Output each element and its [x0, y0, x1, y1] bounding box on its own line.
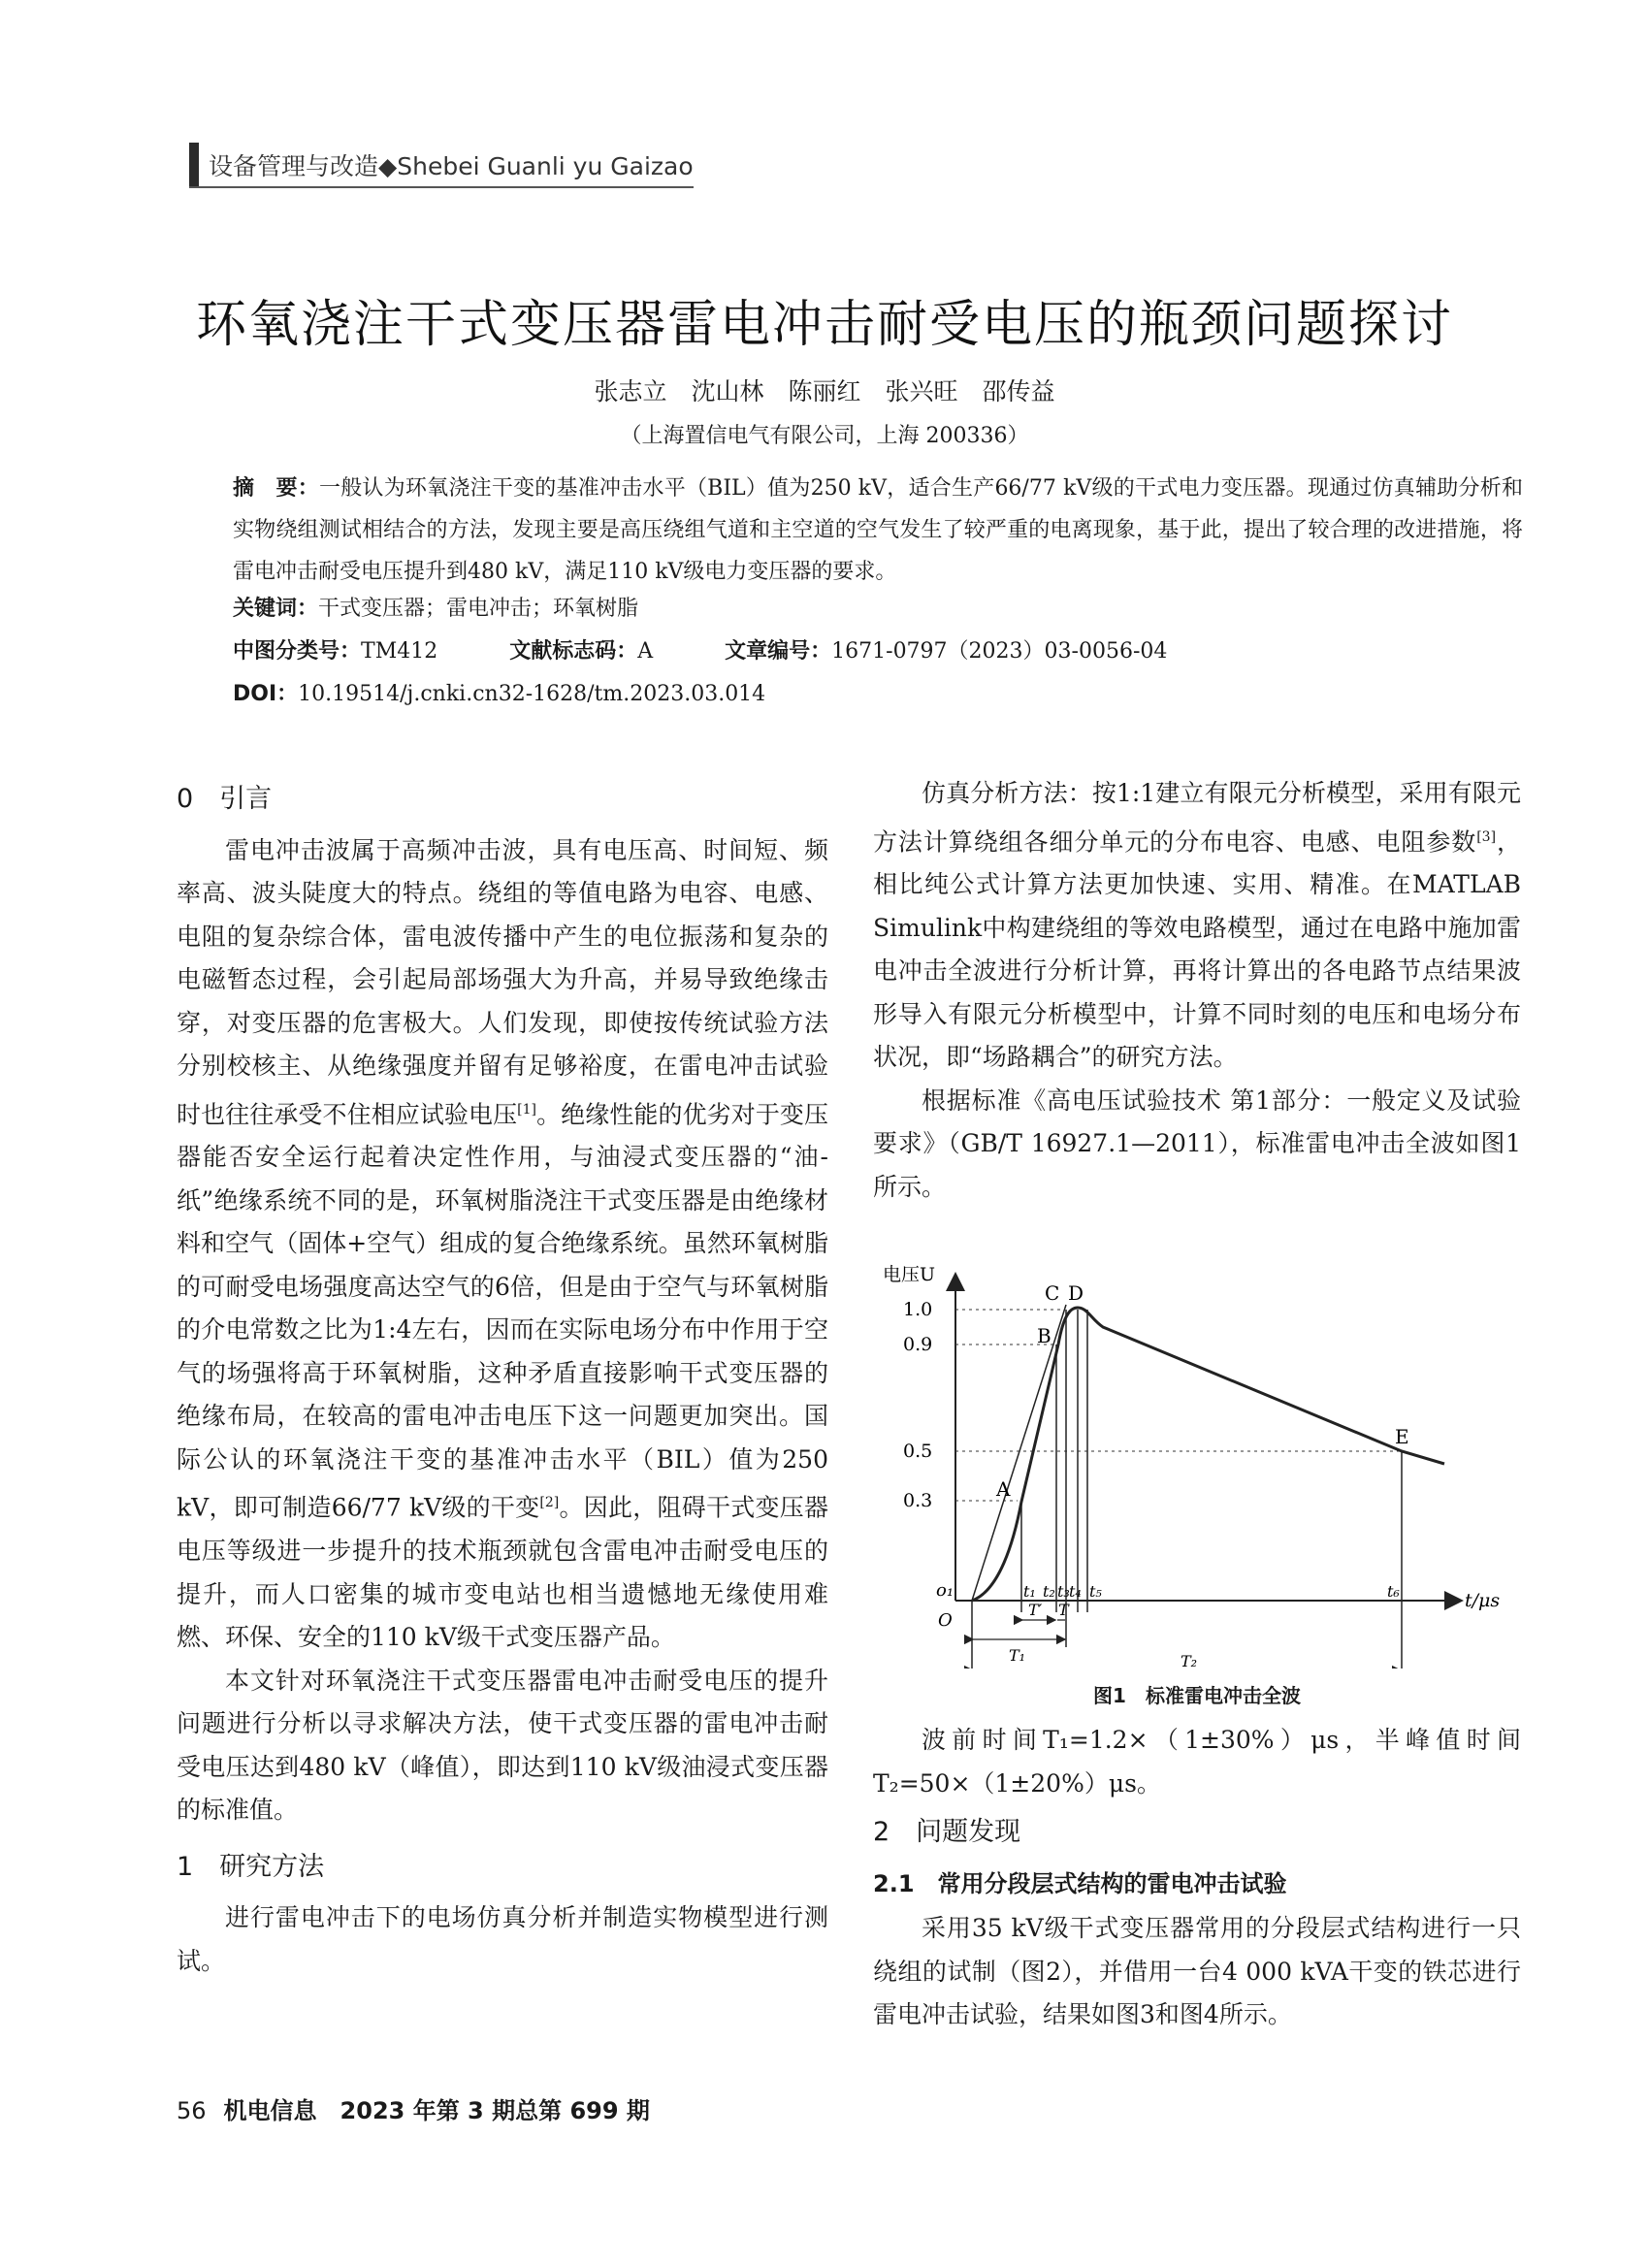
- journal-issue: 机电信息 2023 年第 3 期总第 699 期: [223, 2097, 650, 2124]
- waveform-params-paragraph: 波前时间T₁=1.2×（1±30%）μs，半峰值时间T₂=50×（1±20%）μs。: [873, 1726, 1521, 1798]
- y-tick-3: 0.5: [903, 1441, 933, 1462]
- citation-1[interactable]: [1]: [517, 1101, 536, 1118]
- doi-link[interactable]: 10.19514/j.cnki.cn32-1628/tm.2023.03.014: [298, 682, 766, 706]
- t6-label: t₆: [1387, 1582, 1400, 1601]
- intro-text-a: 雷电冲击波属于高频冲击波，具有电压高、时间短、频率高、波头陡度大的特点。绕组的等值电路为电容、电感、电阻的复杂综合体，雷电波传播中产生的电位振荡和复杂的电磁暂态过程，会引起局部场强大为升高，并易导致绝缘击穿，对变压器的危害极大。人们发现，即使按传统试验方法分别校核主、从绝缘强度并留有足够裕度，在雷电冲击试验时也往往承受不住相应试验电压: [177, 835, 828, 1128]
- subsection-paragraph: 采用35 kV级干式变压器常用的分段层式结构进行一只绕组的试制（图2），并借用一台4 000 kVA干变的铁芯进行雷电冲击试验，结果如图3和图4所示。: [873, 1914, 1521, 2028]
- citation-3[interactable]: [3]: [1476, 828, 1497, 845]
- y-axis-label: 电压U: [883, 1264, 936, 1285]
- interval-label-t1: T₁: [1009, 1646, 1026, 1665]
- header-bar: [189, 143, 199, 187]
- classification: [233, 634, 1167, 664]
- keywords: [233, 592, 638, 622]
- method-paragraph: 进行雷电冲击下的电场仿真分析并制造实物模型进行测试。: [177, 1903, 828, 1975]
- header-section: 设备管理与改造◆Shebei Guanli yu Gaizao: [209, 152, 694, 180]
- abstract: [233, 468, 1523, 593]
- y-tick-2: 0.9: [903, 1334, 933, 1355]
- point-e: E: [1395, 1425, 1409, 1448]
- interval-label-t2: T₂: [1181, 1652, 1198, 1669]
- point-d: D: [1068, 1281, 1084, 1305]
- doi-label: DOI：: [233, 682, 299, 706]
- abstract-label: 摘 要：: [233, 476, 319, 501]
- t1-label: t₁: [1023, 1582, 1036, 1601]
- interval-label-t: T: [1058, 1601, 1069, 1619]
- section-heading-problem: 2 问题发现: [873, 1817, 1021, 1847]
- paper-title: 环氧浇注干式变压器雷电冲击耐受电压的瓶颈问题探讨: [195, 296, 1453, 354]
- abstract-text: 一般认为环氧浇注干变的基准冲击水平（BIL）值为250 kV，适合生产66/77 kV级的干式电力变压器。现通过仿真辅助分析和实物绕组测试相结合的方法，发现主要是高压绕组气道和主空道的空气发生了较严重的电离现象，基于此，提出了较合理的改进措施，将雷电冲击耐受电压提升到480 kV，满足110 kV级电力变压器的要求。: [233, 476, 1523, 584]
- authors: 张志立 沈山林 陈丽红 张兴旺 邵传益: [594, 377, 1055, 405]
- intro-paragraph-1: [177, 829, 828, 1660]
- article-no-label: 文章编号：: [725, 639, 832, 664]
- left-column: [177, 772, 828, 1983]
- doc-code-label: 文献标志码：: [509, 639, 638, 664]
- simulation-paragraph: [873, 772, 1521, 1080]
- t2-label: t₂: [1043, 1582, 1055, 1601]
- citation-2[interactable]: [2]: [539, 1495, 560, 1511]
- lightning-impulse-figure: [878, 1251, 1518, 1669]
- impulse-wave-curve: [972, 1308, 1444, 1601]
- sim-text-a: 仿真分析方法：按1:1建立有限元分析模型，采用有限元方法计算绕组各细分单元的分布电容、电感、电阻参数: [873, 779, 1521, 856]
- keywords-text: 干式变压器；雷电冲击；环氧树脂: [318, 597, 639, 621]
- point-c: C: [1045, 1281, 1060, 1305]
- t5-label: t₅: [1089, 1582, 1102, 1601]
- right-column-upper: [873, 772, 1521, 1209]
- y-tick-1: 1.0: [903, 1299, 933, 1320]
- article-no-value: 1671-0797（2023）03-0056-04: [831, 639, 1168, 664]
- clc-value: TM412: [361, 639, 438, 664]
- origin-o: O: [938, 1610, 953, 1631]
- t4-label: t₄: [1069, 1582, 1082, 1601]
- point-b: B: [1037, 1324, 1051, 1347]
- right-column-lower: [873, 1719, 1521, 2037]
- page-footer: [177, 2091, 650, 2125]
- affiliation: （上海置信电气有限公司，上海 200336）: [620, 424, 1029, 448]
- subsection-heading: 2.1 常用分段层式结构的雷电冲击试验: [873, 1869, 1287, 1897]
- x-axis-label: t/μs: [1465, 1590, 1501, 1611]
- header-rule: [189, 186, 694, 188]
- intro-paragraph-2: 本文针对环氧浇注干式变压器雷电冲击耐受电压的提升问题进行分析以寻求解决方法，使干式变压器的雷电冲击耐受电压达到480 kV（峰值），即达到110 kV级油浸式变压器的标准值。: [177, 1666, 828, 1825]
- point-a: A: [996, 1477, 1011, 1501]
- figure-caption: 图1 标准雷电冲击全波: [1093, 1684, 1301, 1707]
- front-line: [972, 1305, 1066, 1601]
- intro-text-c: 。因此，阻碍干式变压器电压等级进一步提升的技术瓶颈就包含雷电冲击耐受电压的提升，而人口密集的城市变电站也相当遗憾地无缘使用难燃、环保、安全的110 kV级干式变压器产品。: [177, 1493, 828, 1652]
- doi: [233, 677, 765, 707]
- doc-code-value: A: [637, 639, 654, 664]
- section-heading-intro: 0 引言: [177, 784, 273, 814]
- t3-label: t₃: [1057, 1582, 1070, 1601]
- clc-label: 中图分类号：: [233, 639, 362, 664]
- interval-label-tprime: T′: [1028, 1601, 1043, 1619]
- origin-o1: o₁: [936, 1580, 954, 1601]
- section-heading-method: 1 研究方法: [177, 1851, 325, 1882]
- intro-text-b: 。绝缘性能的优劣对于变压器能否安全运行起着决定性作用，与油浸式变压器的“油-纸”绝缘系统不同的是，环氧树脂浇注干式变压器是由绝缘材料和空气（固体+空气）组成的复合绝缘系统。虽然环氧树脂的可耐受电场强度高达空气的6倍，但是由于空气与环氧树脂的介电常数之比为1:4左右，因而在实际电场分布中作用于空气的场强将高于环氧树脂，这种矛盾直接影响干式变压器的绝缘布局，在较高的雷电冲击电压下这一问题更加突出。国际公认的环氧浇注干变的基准冲击水平（BIL）值为250 kV，即可制造66/77 kV级的干变: [177, 1099, 828, 1522]
- running-header: [189, 144, 694, 186]
- sim-text-b: ，相比纯公式计算方法更加快速、实用、精准。在MATLAB Simulink中构建绕组的等效电路模型，通过在电路中施加雷电冲击全波进行分析计算，再将计算出的各电路节点结果波形导入有限元分析模型中，计算不同时刻的电压和电场分布状况，即“场路耦合”的研究方法。: [873, 826, 1521, 1072]
- keywords-label: 关键词：: [233, 597, 319, 621]
- page-number: 56: [177, 2097, 207, 2124]
- standard-paragraph: 根据标准《高电压试验技术 第1部分：一般定义及试验要求》（GB/T 16927.1—2011），标准雷电冲击全波如图1所示。: [873, 1085, 1521, 1201]
- y-tick-4: 0.3: [903, 1490, 933, 1511]
